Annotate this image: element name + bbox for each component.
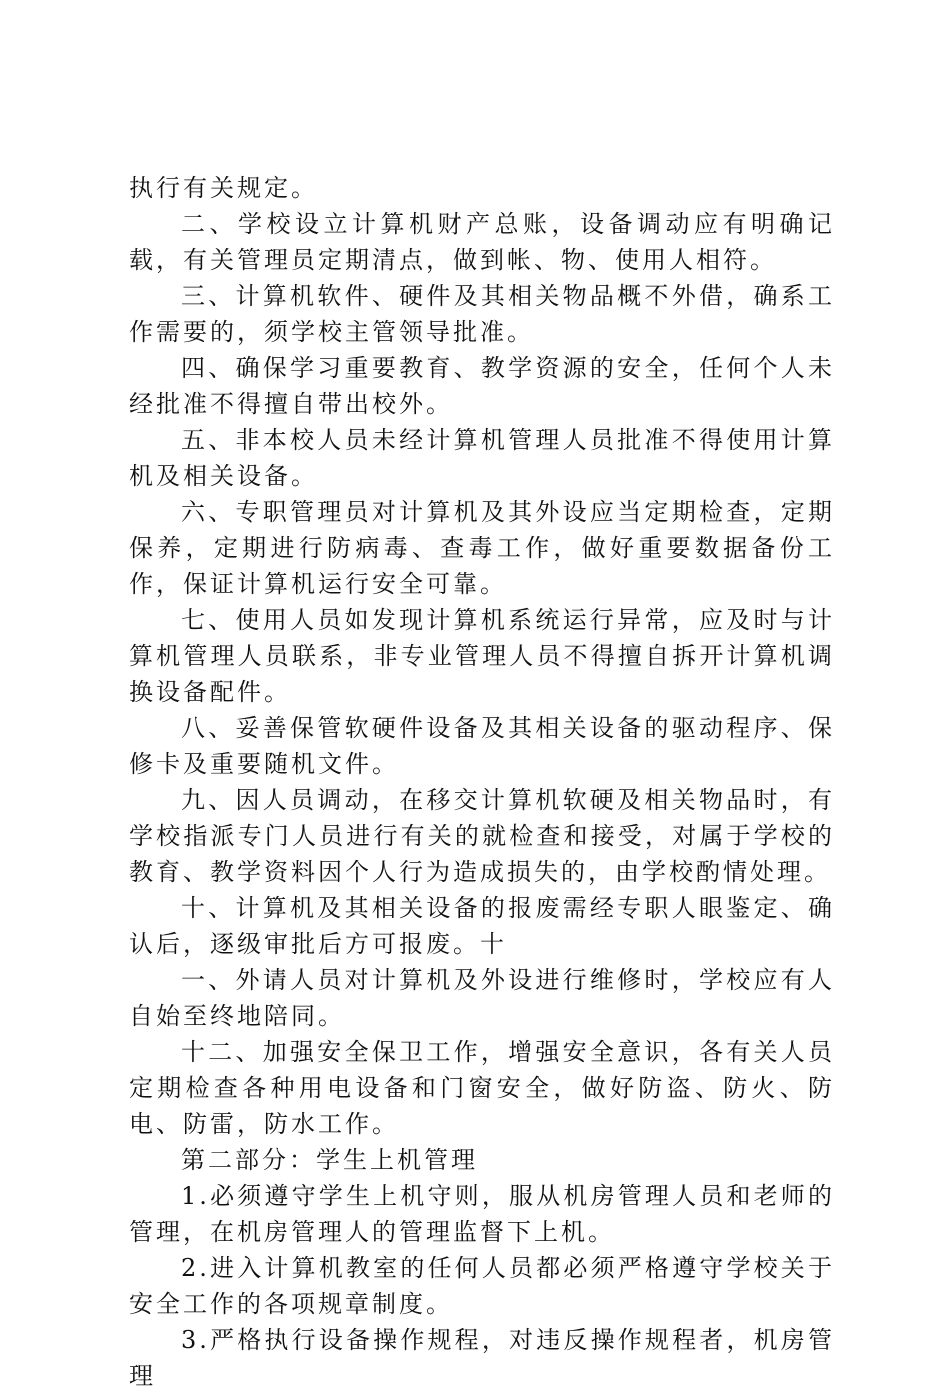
- paragraph-item-9: 九、因人员调动，在移交计算机软硬及相关物品时，有学校指派专门人员进行有关的就检查和接受，对属于学校的教育、教学资料因个人行为造成损失的，由学校酌情处理。: [129, 786, 835, 886]
- paragraph-item-12: 十二、加强安全保卫工作，增强安全意识，各有关人员定期检查各种用电设备和门窗安全，做好防盗、防火、防电、防雷，防水工作。: [129, 1038, 835, 1138]
- paragraph-continuation: 执行有关规定。: [129, 174, 318, 202]
- paragraph-item-11: 一、外请人员对计算机及外设进行维修时，学校应有人自始至终地陪同。: [129, 966, 835, 1030]
- paragraph-item-10: 十、计算机及其相关设备的报废需经专职人眼鉴定、确认后，逐级审批后方可报废。十: [129, 894, 835, 958]
- rule-item-3: 3.严格执行设备操作规程，对违反操作规程者，机房管理: [129, 1326, 835, 1390]
- paragraph-item-7: 七、使用人员如发现计算机系统运行异常，应及时与计算机管理人员联系，非专业管理人员不得擅自拆开计算机调换设备配件。: [129, 606, 835, 706]
- paragraph-item-2: 二、学校设立计算机财产总账，设备调动应有明确记载，有关管理员定期清点，做到帐、物、使用人相符。: [129, 210, 835, 274]
- section-heading: 第二部分：学生上机管理: [181, 1146, 478, 1174]
- rule-item-2: 2.进入计算机教室的任何人员都必须严格遵守学校关于安全工作的各项规章制度。: [129, 1254, 835, 1318]
- paragraph-item-6: 六、专职管理员对计算机及其外设应当定期检查，定期保养，定期进行防病毒、查毒工作，做好重要数据备份工作，保证计算机运行安全可靠。: [129, 498, 835, 598]
- paragraph-item-3: 三、计算机软件、硬件及其相关物品概不外借，确系工作需要的，须学校主管领导批准。: [129, 282, 835, 346]
- document-body: [129, 170, 835, 1394]
- paragraph-item-4: 四、确保学习重要教育、教学资源的安全，任何个人未经批准不得擅自带出校外。: [129, 354, 835, 418]
- paragraph-item-8: 八、妥善保管软硬件设备及其相关设备的驱动程序、保修卡及重要随机文件。: [129, 714, 835, 778]
- paragraph-item-5: 五、非本校人员未经计算机管理人员批准不得使用计算机及相关设备。: [129, 426, 835, 490]
- rule-item-1: 1.必须遵守学生上机守则，服从机房管理人员和老师的管理，在机房管理人的管理监督下上机。: [129, 1182, 835, 1246]
